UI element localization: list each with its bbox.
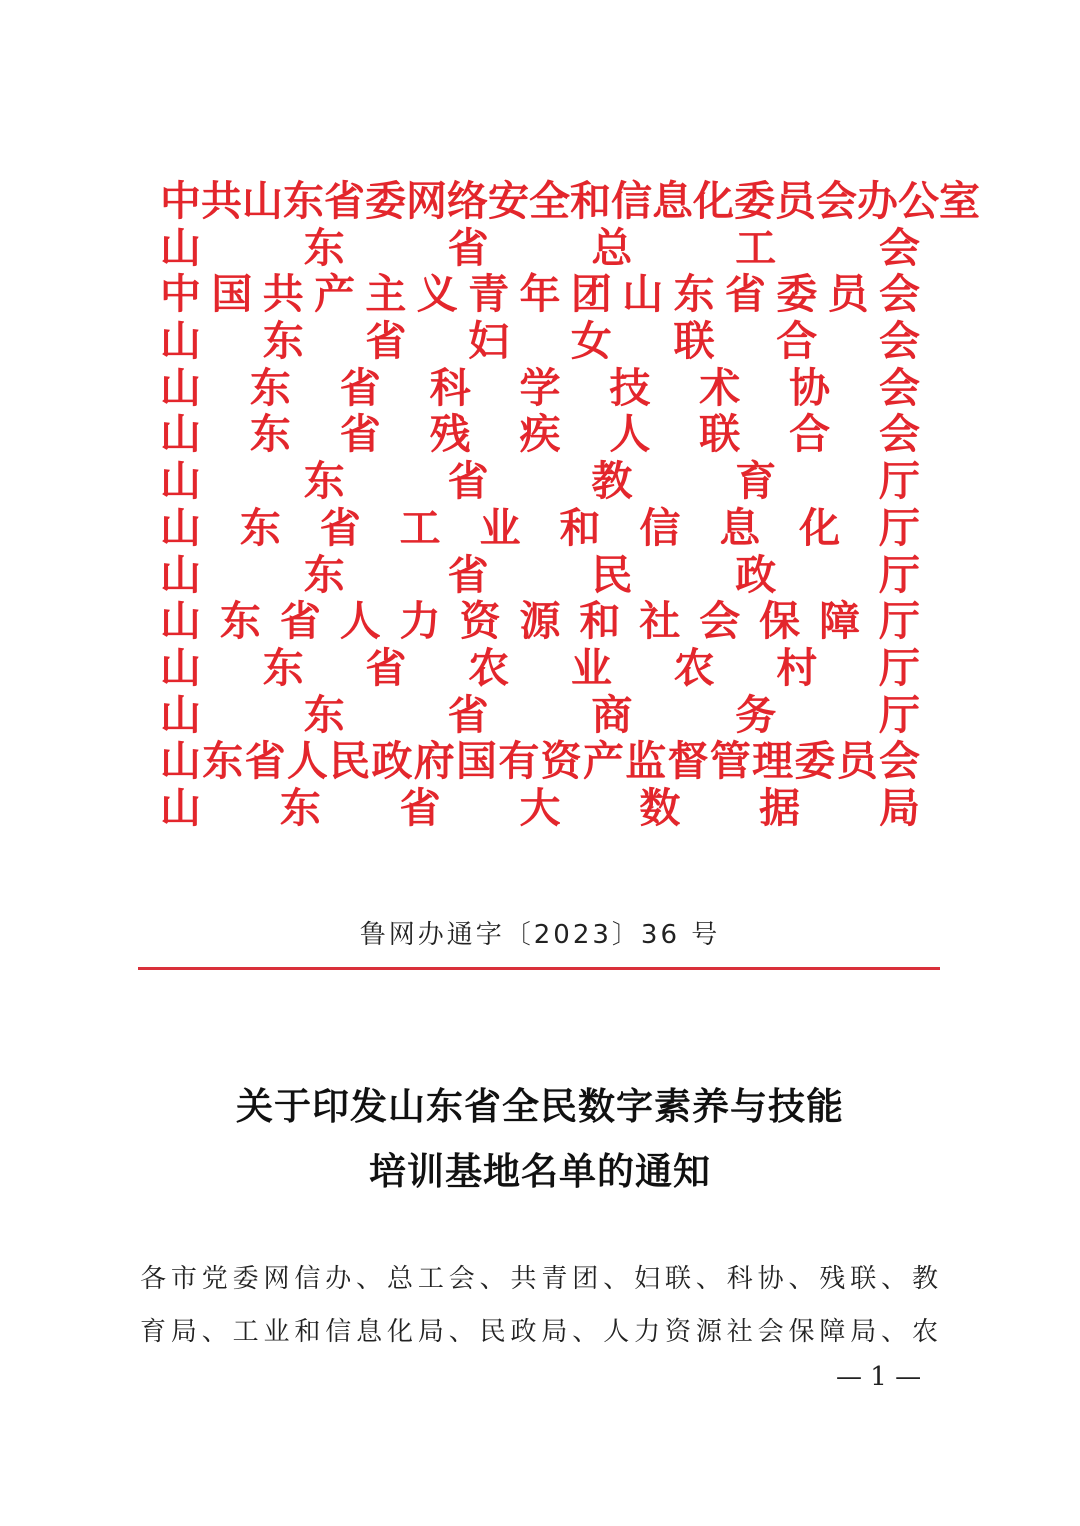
body-text-line-1: 各市党委网信办、总工会、共青团、妇联、科协、残联、教 [140, 1264, 938, 1294]
document-title-line-1: 关于印发山东省全民数字素养与技能 [236, 1084, 844, 1128]
org-line: 中国共产主义青年团山东省委员会 [160, 270, 920, 319]
org-line: 山东省教育厅 [160, 457, 920, 506]
org-line: 山东省人民政府国有资产监督管理委员会 [160, 737, 920, 786]
org-line: 中共山东省委网络安全和信息化委员会办公室 [160, 177, 980, 225]
org-line: 山东省工业和信息化厅 [160, 503, 920, 552]
org-line: 山东省总工会 [160, 223, 920, 272]
org-line: 山东省妇女联合会 [160, 317, 920, 366]
org-line: 山东省人力资源和社会保障厅 [160, 597, 920, 646]
org-line: 山东省大数据局 [160, 783, 920, 832]
org-line: 山东省商务厅 [160, 690, 920, 739]
org-line: 山东省残疾人联合会 [160, 410, 920, 459]
body-text-line-2: 育局、工业和信息化局、民政局、人力资源社会保障局、农 [140, 1317, 938, 1347]
org-line: 山东省农业农村厅 [160, 643, 920, 692]
org-line: 山东省科学技术协会 [160, 363, 920, 412]
page-number: — 1 — [836, 1362, 922, 1392]
red-divider [138, 967, 940, 970]
document-number: 鲁网办通字〔2023〕36 号 [359, 920, 721, 950]
org-line: 山东省民政厅 [160, 550, 920, 599]
issuing-organizations-header [160, 177, 980, 832]
document-title-line-2: 培训基地名单的通知 [369, 1149, 711, 1193]
